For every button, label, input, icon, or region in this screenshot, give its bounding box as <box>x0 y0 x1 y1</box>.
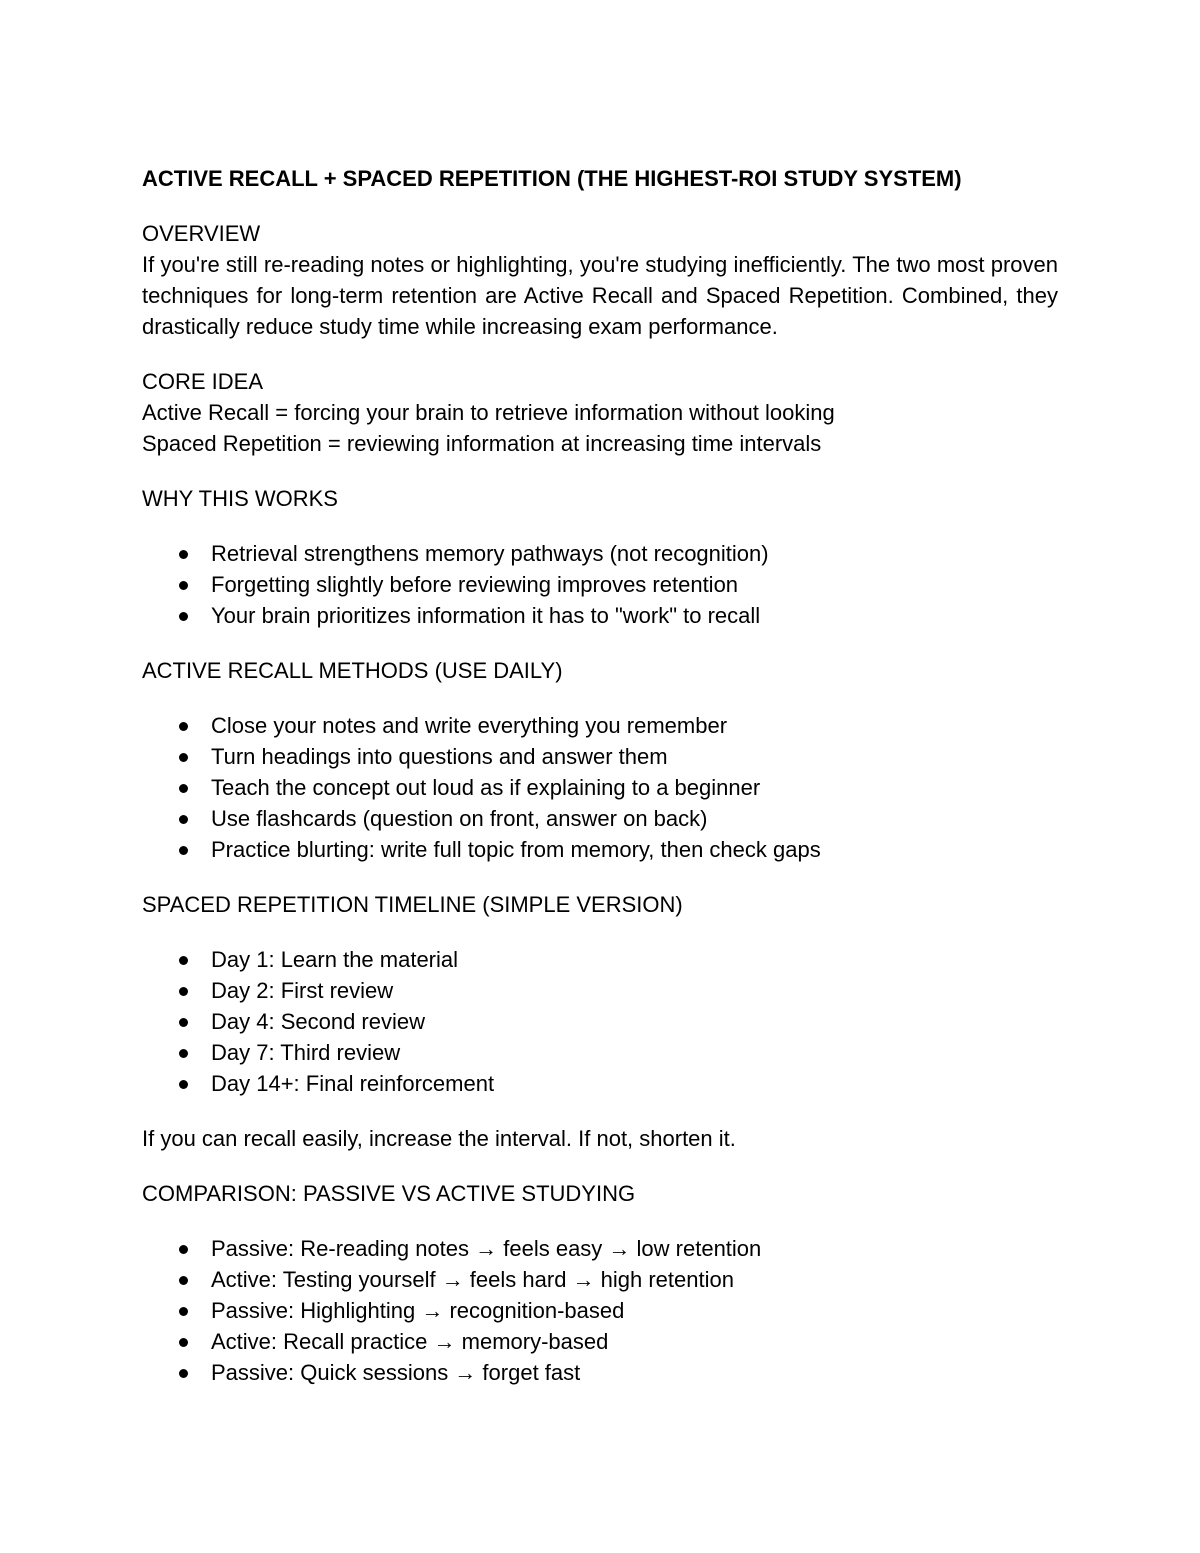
bullet-icon <box>179 1245 188 1254</box>
methods-list <box>142 710 1058 865</box>
list-item <box>142 569 1058 600</box>
document-title: ACTIVE RECALL + SPACED REPETITION (THE HIGHEST-ROI STUDY SYSTEM) <box>142 166 962 191</box>
why-works-list <box>142 538 1058 631</box>
list-item <box>142 1006 1058 1037</box>
overview-heading: OVERVIEW <box>142 221 261 246</box>
bullet-icon <box>179 1338 188 1347</box>
list-item <box>142 975 1058 1006</box>
list-item-text: Passive: Highlighting → recognition-based <box>211 1298 625 1323</box>
list-item <box>142 710 1058 741</box>
list-item-text: Active: Testing yourself → feels hard → high retention <box>211 1267 734 1292</box>
list-item <box>142 1068 1058 1099</box>
bullet-icon <box>179 550 188 559</box>
list-item <box>142 803 1058 834</box>
bullet-icon <box>179 815 188 824</box>
list-item <box>142 944 1058 975</box>
bullet-icon <box>179 1080 188 1089</box>
list-item <box>142 1233 1058 1264</box>
core-idea-definitions <box>142 397 1058 459</box>
list-item <box>142 1295 1058 1326</box>
bullet-icon <box>179 1018 188 1027</box>
list-item <box>142 834 1058 865</box>
list-item <box>142 538 1058 569</box>
list-item <box>142 1037 1058 1068</box>
bullet-icon <box>179 846 188 855</box>
list-item-text: Practice blurting: write full topic from memory, then check gaps <box>211 837 821 862</box>
list-item <box>142 1326 1058 1357</box>
list-item-text: Use flashcards (question on front, answer on back) <box>211 806 708 831</box>
list-item-text: Your brain prioritizes information it has to "work" to recall <box>211 603 761 628</box>
list-item-text: Passive: Re-reading notes → feels easy → low retention <box>211 1236 762 1261</box>
bullet-icon <box>179 956 188 965</box>
timeline-list <box>142 944 1058 1099</box>
list-item <box>142 600 1058 631</box>
bullet-icon <box>179 1276 188 1285</box>
bullet-icon <box>179 1049 188 1058</box>
comparison-heading: COMPARISON: PASSIVE VS ACTIVE STUDYING <box>142 1181 636 1206</box>
bullet-icon <box>179 581 188 590</box>
definition-spaced-repetition: Spaced Repetition = reviewing information at increasing time intervals <box>142 431 822 456</box>
bullet-icon <box>179 1369 188 1378</box>
core-idea-heading: CORE IDEA <box>142 369 264 394</box>
bullet-icon <box>179 784 188 793</box>
comparison-list <box>142 1233 1058 1388</box>
list-item-text: Turn headings into questions and answer them <box>211 744 668 769</box>
bullet-icon <box>179 753 188 762</box>
list-item-text: Day 1: Learn the material <box>211 947 459 972</box>
timeline-note: If you can recall easily, increase the interval. If not, shorten it. <box>142 1126 736 1151</box>
bullet-icon <box>179 987 188 996</box>
list-item-text: Retrieval strengthens memory pathways (not recognition) <box>211 541 769 566</box>
list-item-text: Day 7: Third review <box>211 1040 401 1065</box>
bullet-icon <box>179 612 188 621</box>
list-item-text: Forgetting slightly before reviewing improves retention <box>211 572 739 597</box>
overview-paragraph: If you're still re-reading notes or highlighting, you're studying inefficiently. The two most proven techniques for long-term retention are Active Recall and Spaced Repetition. Combined, they drastically reduce study time while increasing exam performance. <box>142 252 1058 339</box>
list-item <box>142 1357 1058 1388</box>
list-item-text: Teach the concept out loud as if explaining to a beginner <box>211 775 761 800</box>
list-item-text: Active: Recall practice → memory-based <box>211 1329 609 1354</box>
methods-heading: ACTIVE RECALL METHODS (USE DAILY) <box>142 658 563 683</box>
list-item <box>142 772 1058 803</box>
list-item <box>142 1264 1058 1295</box>
list-item <box>142 741 1058 772</box>
list-item-text: Day 2: First review <box>211 978 394 1003</box>
definition-active-recall: Active Recall = forcing your brain to retrieve information without looking <box>142 400 835 425</box>
bullet-icon <box>179 722 188 731</box>
why-works-heading: WHY THIS WORKS <box>142 486 338 511</box>
list-item-text: Close your notes and write everything you remember <box>211 713 728 738</box>
list-item-text: Day 4: Second review <box>211 1009 425 1034</box>
list-item-text: Day 14+: Final reinforcement <box>211 1071 495 1096</box>
timeline-heading: SPACED REPETITION TIMELINE (SIMPLE VERSION) <box>142 892 683 917</box>
list-item-text: Passive: Quick sessions → forget fast <box>211 1360 581 1385</box>
bullet-icon <box>179 1307 188 1316</box>
